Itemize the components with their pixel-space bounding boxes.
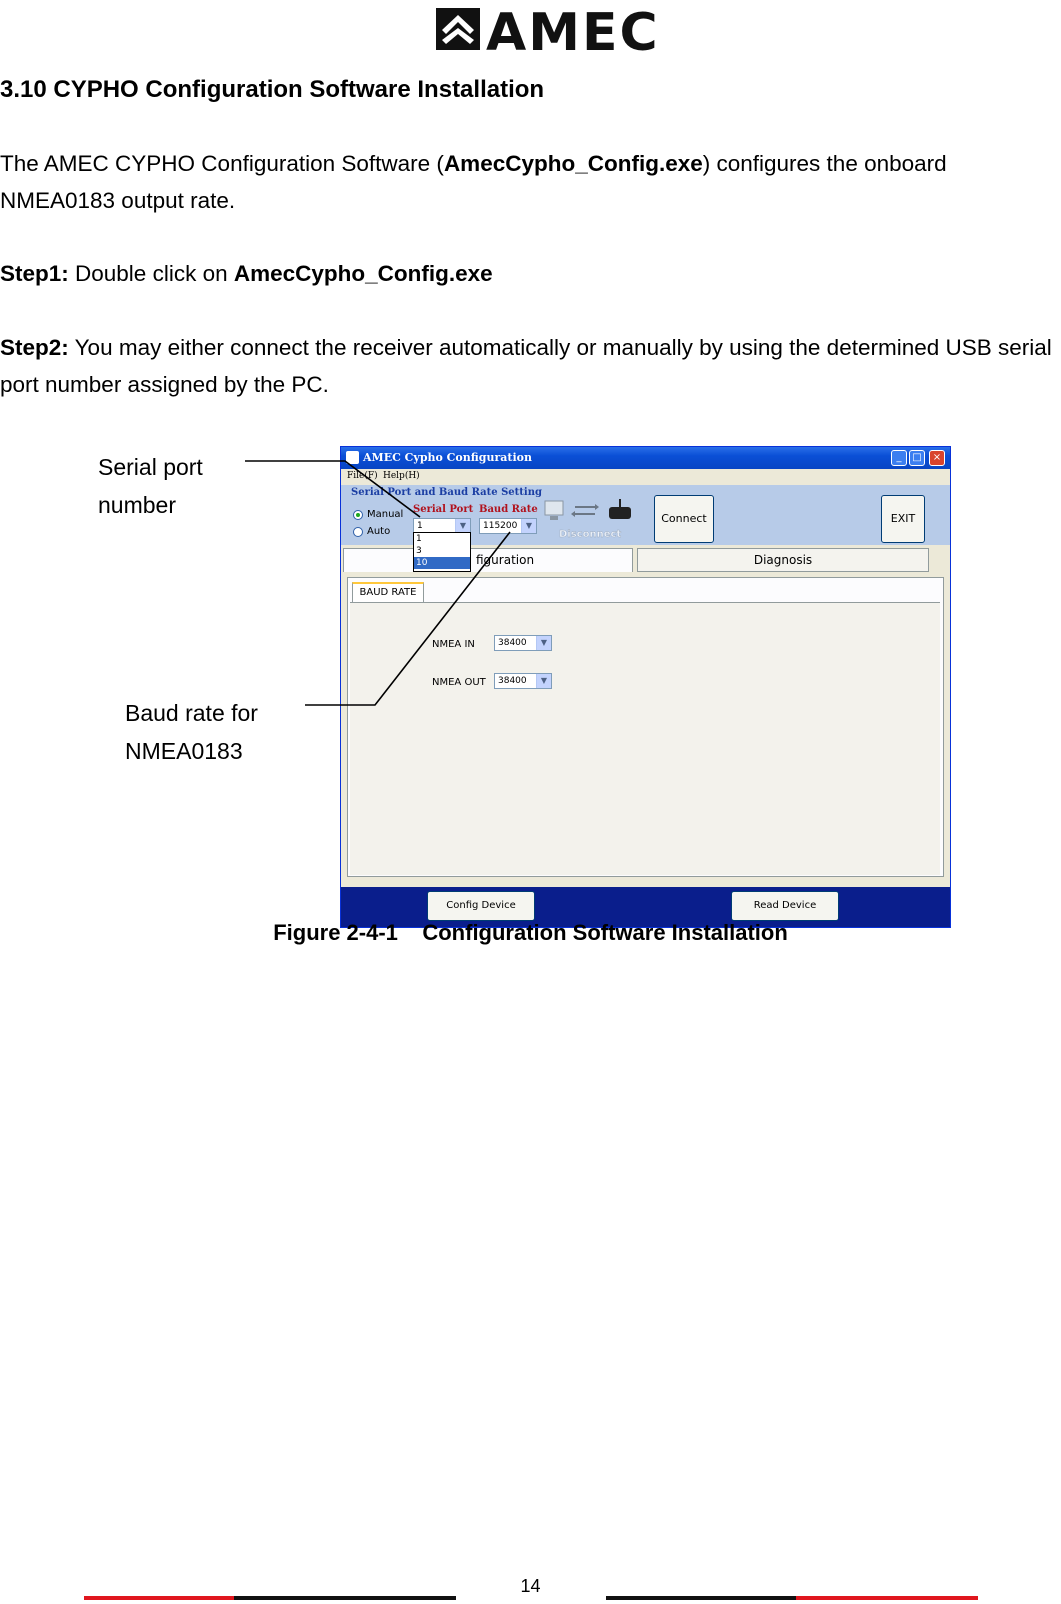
step1-paragraph: Step1: Double click on AmecCypho_Config.exe xyxy=(0,261,493,286)
section-heading: 3.10 CYPHO Configuration Software Installation xyxy=(0,76,545,103)
chevron-down-icon: ▼ xyxy=(536,674,551,688)
step2-paragraph: Step2: You may either connect the receiver automatically or manually by using the determined USB serial port number assigned by the PC. xyxy=(0,335,1052,397)
minimize-button[interactable]: _ xyxy=(891,450,907,466)
menu-file[interactable]: File(F) xyxy=(347,471,378,481)
radio-manual[interactable] xyxy=(353,510,363,520)
page-number: 14 xyxy=(520,1576,541,1596)
serial-port-option[interactable]: 1 xyxy=(416,534,422,544)
nmea-out-label: NMEA OUT xyxy=(432,677,486,688)
connection-status-icons xyxy=(541,499,651,541)
read-device-button[interactable]: Read Device xyxy=(731,891,839,921)
chevron-down-icon: ▼ xyxy=(536,636,551,650)
app-icon xyxy=(346,451,359,464)
exe-name: AmecCypho_Config.exe xyxy=(443,151,703,176)
intro-paragraph: The AMEC CYPHO Configuration Software (AmecCypho_Config.exe) configures the onboard NMEA0183 output rate. xyxy=(0,151,947,213)
exit-button[interactable]: EXIT xyxy=(881,495,925,543)
radio-auto-label: Auto xyxy=(367,526,391,537)
footer-rule-black-right xyxy=(606,1596,796,1600)
serial-port-select[interactable]: 1 ▼ xyxy=(413,518,471,534)
computer-icon xyxy=(545,501,563,515)
annotation-serial-port: Serial port number xyxy=(98,454,203,518)
footer-rule-black-left xyxy=(234,1596,456,1600)
menubar xyxy=(341,469,950,485)
footer-rule-red-right xyxy=(796,1596,978,1600)
serial-port-label: Serial Port xyxy=(413,504,474,515)
connect-button[interactable]: Connect xyxy=(654,495,714,543)
serial-port-option[interactable]: 10 xyxy=(414,557,470,569)
close-button[interactable]: × xyxy=(929,450,945,466)
menu-help[interactable]: Help(H) xyxy=(383,471,420,481)
configuration-panel xyxy=(347,577,944,877)
chevron-down-icon: ▼ xyxy=(521,519,536,533)
maximize-button[interactable]: □ xyxy=(909,450,925,466)
connection-status-text: Disconnect xyxy=(559,529,622,540)
chevron-down-icon: ▼ xyxy=(455,519,470,533)
baud-rate-label: Baud Rate xyxy=(479,504,538,515)
nmea-in-label: NMEA IN xyxy=(432,639,475,650)
radio-manual-label: Manual xyxy=(367,509,404,520)
annotation-baud-rate: Baud rate for NMEA0183 xyxy=(125,700,258,764)
tab-configuration[interactable]: figuration xyxy=(343,548,633,572)
config-device-button[interactable]: Config Device xyxy=(427,891,535,921)
receiver-icon xyxy=(609,507,631,519)
nmea-out-select[interactable]: 38400 ▼ xyxy=(494,673,552,689)
footer-rule-red-left xyxy=(84,1596,234,1600)
config-window xyxy=(340,446,951,928)
logo-text: AMEC xyxy=(486,3,660,63)
tab-diagnosis[interactable]: Diagnosis xyxy=(637,548,929,572)
nmea-in-select[interactable]: 38400 ▼ xyxy=(494,635,552,651)
radio-auto[interactable] xyxy=(353,527,363,537)
window-titlebar xyxy=(341,447,950,469)
baud-rate-select[interactable]: 115200 ▼ xyxy=(479,518,537,534)
serial-port-option[interactable]: 3 xyxy=(416,546,422,556)
amec-logo xyxy=(436,0,660,63)
figure-caption: Figure 2-4-1 Configuration Software Installation xyxy=(273,920,788,945)
tab-baud-rate[interactable]: BAUD RATE xyxy=(352,582,424,604)
baud-rate-panel xyxy=(350,602,940,875)
serial-port-dropdown-list xyxy=(413,532,471,572)
window-title: AMEC Cypho Configuration xyxy=(363,451,532,464)
serial-settings-group-label: Serial Port and Baud Rate Setting xyxy=(351,487,542,498)
